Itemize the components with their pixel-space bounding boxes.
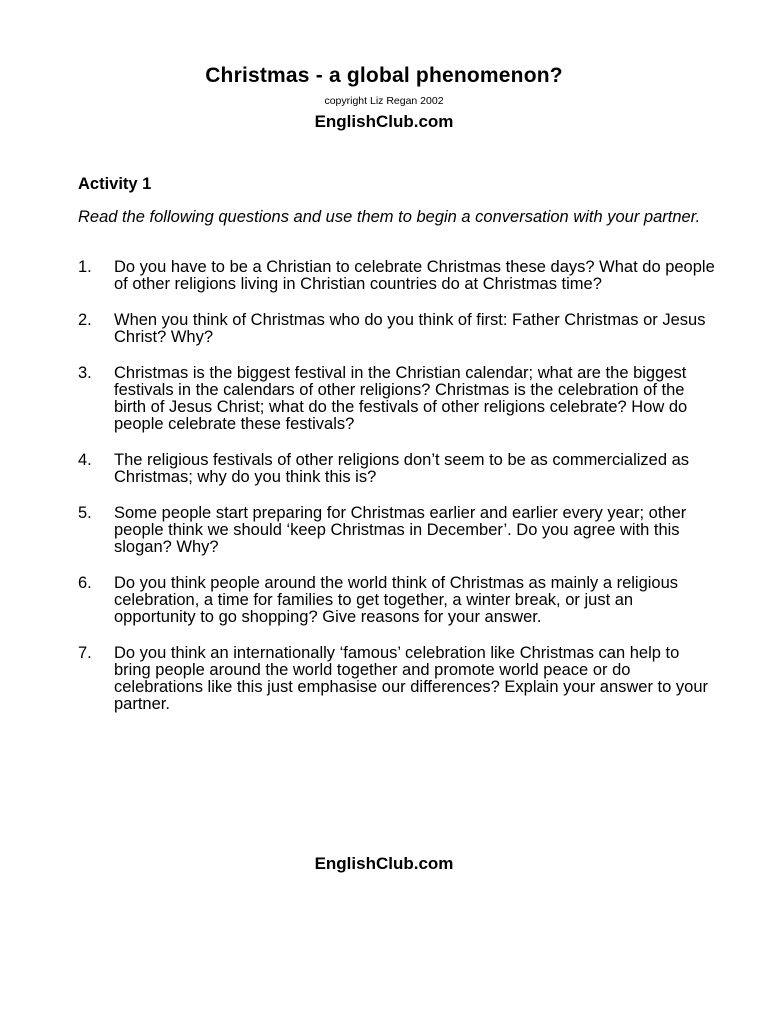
- question-number: 6.: [78, 574, 92, 592]
- question-number: 2.: [78, 311, 92, 329]
- question-item: [78, 505, 718, 556]
- question-number: 4.: [78, 451, 92, 469]
- question-item: [78, 452, 718, 486]
- question-number: 3.: [78, 364, 92, 382]
- question-number: 7.: [78, 644, 92, 662]
- site-name-footer: EnglishClub.com: [314, 854, 454, 873]
- activity-heading: Activity 1: [78, 175, 152, 193]
- question-item: [78, 575, 718, 626]
- question-number: 5.: [78, 504, 92, 522]
- question-item: [78, 259, 718, 293]
- site-name-header: EnglishClub.com: [314, 112, 454, 131]
- question-list: [78, 259, 718, 713]
- question-text: Do you think people around the world think of Christmas as mainly a religious celebration, a time for families to get together, a winter break, or just an opportunity to go shopping? Give reasons for your answer.: [114, 574, 679, 626]
- question-text: The religious festivals of other religions don’t seem to be as commercialized as Christmas; why do you think this is?: [114, 451, 690, 486]
- question-text: When you think of Christmas who do you think of first: Father Christmas or Jesus Christ? Why?: [114, 311, 706, 346]
- copyright-notice: copyright Liz Regan 2002: [324, 95, 444, 107]
- question-text: Some people start preparing for Christmas earlier and earlier every year; other people think we should ‘keep Christmas in December’. Do you agree with this slogan? Why?: [114, 504, 687, 556]
- question-item: [78, 312, 718, 346]
- question-number: 1.: [78, 258, 92, 276]
- question-text: Christmas is the biggest festival in the Christian calendar; what are the biggest festivals in the calendars of other religions? Christmas is the celebration of the birth of Jesus Christ; what do the festivals of other religions celebrate? How do people celebrate these festivals?: [114, 364, 688, 433]
- question-text: Do you think an internationally ‘famous’ celebration like Christmas can help to bring people around the world together and promote world peace or do celebrations like this just emphasise our differences? Explain your answer to your partner.: [114, 644, 708, 713]
- question-item: [78, 365, 718, 433]
- page-title: Christmas - a global phenomenon?: [205, 64, 563, 87]
- activity-instructions: Read the following questions and use them to begin a conversation with your partner.: [78, 208, 701, 226]
- question-text: Do you have to be a Christian to celebrate Christmas these days? What do people of other religions living in Christian countries do at Christmas time?: [114, 258, 715, 293]
- question-item: [78, 645, 718, 713]
